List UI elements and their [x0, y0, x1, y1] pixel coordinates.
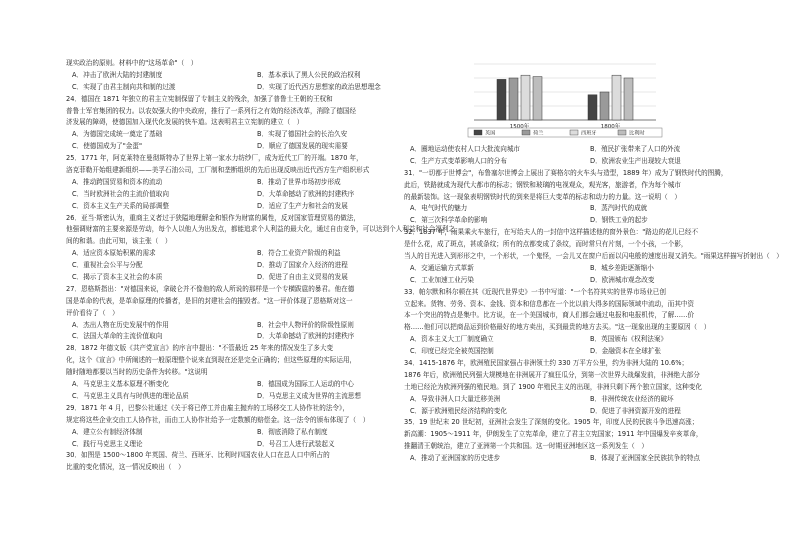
answer-option: D．适应了生产力和社会的发展 [257, 201, 348, 210]
answer-option: C．践行马克思主义理论 [72, 439, 143, 448]
answer-option: D．金融资本在全球扩张 [590, 347, 662, 356]
answer-option: B．蒸汽时代的成就 [590, 204, 648, 213]
question-text-line: 本一个突出的特点是集中。比方说，在一个美国城市，商人们都会通过电报和电报机传，了解……价 [404, 311, 695, 320]
answer-option: B．体现了亚洲国家全民族抗争的特点 [590, 454, 701, 463]
bar-英国-1800年 [588, 95, 597, 120]
question-text-line: 他强调财富的主要来源是劳动，每个人以他人为出发点，都能追求个人利益的最大化，通过自由竞争，可以达到个人利益和社会福利之 [66, 225, 456, 234]
right-column [404, 58, 783, 465]
answer-option: A．推动跨国贸易和资本的流动 [72, 177, 163, 186]
answer-option-row [66, 177, 404, 189]
question-text-line: 此后，铁路就成为现代大都市的标志；钢铁和玻璃的电视观众，观光客，旅游者，作为每个城市 [404, 180, 681, 189]
answer-option: C．工业加速工业污染 [410, 275, 474, 284]
answer-option-row [66, 427, 404, 439]
answer-option: C．使德国成为了"金蛋" [72, 142, 143, 151]
question-text-line: 国是革命的代表，是革命原理的传播者，是旧的封建社会的摧毁者。"这一评价体现了恩格斯对这一 [66, 296, 353, 305]
question-text-line: 化，这个《宣言》中所阐述的一般原理整个说来直到现在还是完全正确的；但这些原理的实际运用， [66, 356, 357, 365]
answer-option-row [404, 144, 756, 156]
question-text-line: 35．19 世纪末 20 世纪初，亚洲社会发生了深刻的变化。1905 年，印度人民的民族斗争迅速高涨； [404, 418, 699, 427]
question-text-line: 27．恩格斯指出："对德国来说，拿破仑并不像他的敌人所说的那样是一个专横跋扈的暴君。他在德 [66, 284, 355, 293]
answer-option: A．圈地运动使农村人口大批流向城市 [410, 145, 521, 153]
answer-option: B．彻底消除了私有制度 [257, 427, 328, 436]
bar-chart-area [404, 58, 756, 144]
legend-label: 荷兰 [533, 130, 544, 137]
legend-swatch [522, 130, 530, 135]
answer-option: D．欧洲农业生产出现较大衰退 [590, 156, 681, 165]
answer-option: D．顺应了德国发展的现实需要 [257, 142, 348, 151]
answer-option-row [404, 215, 756, 227]
answer-option: A．推动了亚洲国家的历史进步 [410, 454, 501, 463]
answer-option: B．基本承认了黑人公民的政治权利 [257, 70, 361, 79]
answer-option-row [66, 439, 404, 451]
answer-option-row [404, 453, 756, 465]
legend-swatch [474, 130, 482, 135]
legend-label: 英国 [485, 130, 496, 137]
question-text-line: 规定将这些企业交由工人协作社，而由工人协作社给予一定数额的赔偿金。这一法令的颁布体现了（ ） [66, 415, 370, 424]
question-text-line: 普鲁士军官集团的权力。以农奴强大的中央政府，推行了一系列行之有效的经济改革，消除了德国经 [66, 106, 357, 115]
answer-option: A．电气时代的魅力 [410, 204, 468, 213]
answer-option-row [404, 406, 756, 418]
question-text-line: 24．德国在 1871 年独立的君主立宪制保留了专制主义的残余，加强了普鲁士王朝的王权和 [66, 94, 333, 103]
answer-option-row [404, 203, 756, 215]
question-text-line: 格……他们可以把商品运到价格最好的地方卖出，买到最贵的地方去买。"这一现象出现的主要原因（ ） [404, 323, 711, 332]
answer-option: A．冲击了欧洲大陆的封建制度 [72, 70, 163, 79]
answer-option: C．马克思主义具有与时俱进的理论品质 [72, 391, 189, 400]
bar-比利时-1800年 [624, 78, 633, 120]
answer-option: C．当时欧洲社会的主流价值取向 [72, 189, 169, 198]
question-text-line: 比重的变化情况，这一情况反映出（ ） [66, 463, 185, 472]
question-text-line: 间的和谐。由此可知，该主张（ ） [66, 237, 172, 246]
question-text-line: 34．1415-1876 年，欧洲殖民国家强占非洲领土约 330 万平方公里，约为非洲大陆的 10.6%； [404, 359, 689, 368]
answer-option: C．重视社会公平与分配 [72, 261, 143, 270]
answer-option-row [404, 394, 756, 406]
question-text-line: 评价看待了（ ） [66, 308, 119, 317]
question-text-line: 新高潮：1905～1911 年，伊朗发生了立宪革命，建立了君主立宪国家；1911 年中国爆发辛亥革命， [404, 430, 703, 439]
answer-option: D．推动了国家介入经济的进程 [257, 261, 348, 270]
answer-option: C．印度已经完全被英国控制 [410, 347, 494, 356]
question-text-line: 洛克菲勒开始组建新组织——美孚石油公司，工厂制和垄断组织的先后出现反映出近代西方生产组织形式 [66, 166, 370, 175]
answer-option: C．法国大革命的主流价值取向 [72, 332, 163, 341]
answer-option: D．号召工人进行武装起义 [257, 439, 335, 448]
question-text-line: 是什么花，成了斑点，甚或条纹；所有的点都变成了条纹，而时常只有片刻，一个小孩，一个影， [404, 240, 688, 249]
answer-option-row [404, 156, 756, 168]
answer-option-row [66, 189, 404, 201]
agri-population-chart [460, 58, 670, 144]
answer-option: B．社会中人物评价的阶级性原则 [257, 320, 354, 329]
question-text-line: 推翻清王朝统治，建立了亚洲第一个共和国。这一时期亚洲地区这一系列发生（ ） [404, 442, 648, 451]
answer-option-row [66, 260, 404, 272]
answer-option: D．大革命撼动了欧洲的封建秩序 [257, 332, 355, 341]
answer-option-row [66, 141, 404, 153]
bar-荷兰-1800年 [600, 92, 609, 120]
answer-option-row [404, 346, 756, 358]
answer-option-row [66, 129, 404, 141]
answer-option-row [66, 320, 404, 332]
answer-option: D．实现了近代西方思想家的政治思想理念 [257, 82, 381, 91]
bar-英国-1500年 [497, 79, 506, 120]
question-text-line: 济发展的障碍，使德国加入现代化发展的快车道。这表明君主立宪制的建立（ ） [66, 118, 304, 127]
answer-option: D．钢铁工业的起步 [590, 216, 648, 225]
answer-option: B．德国成为国际工人运动的中心 [257, 380, 354, 389]
question-text-line: 26．亚当·斯密认为，重商主义者过于狭隘地理解金和银作为财富的属性，反对国家管理贸易的做法， [66, 213, 361, 222]
question-text-line: 土地已经沦为欧洲列强的殖民地。到了 1900 年殖民主义的出现，非洲只剩下两个独立国家，这种变化 [404, 382, 702, 391]
answer-option: A．适应资本原始积累的需求 [72, 249, 156, 258]
bar-荷兰-1500年 [509, 78, 518, 120]
question-text-line: 28．1872 年德文版《共产党宣言》的序言中提出："不管最近 25 年来的情况发生了多大变 [66, 344, 334, 353]
category-label: 1800年 [600, 124, 621, 130]
bar-比利时-1500年 [533, 77, 542, 120]
answer-option: C．源于欧洲殖民经济结构的变化 [410, 406, 507, 415]
question-text-line: 随时随地都要以当时的历史条件为转移。"这说明 [66, 368, 208, 377]
answer-option: C．资本主义生产关系的局部调整 [72, 201, 169, 210]
answer-option: D．促进了自由主义贸易的发展 [257, 273, 348, 282]
bar-西班牙-1800年 [612, 75, 621, 120]
bar-西班牙-1500年 [521, 75, 530, 120]
answer-option-row [66, 82, 404, 94]
answer-option: A．资本主义大工厂制度确立 [410, 335, 494, 344]
answer-option-row [66, 379, 404, 391]
answer-option: A．交通运输方式革新 [410, 263, 474, 272]
question-text-line: 31．"一切都于世博会"，布鲁塞尔世博会上展出了赛格尔的火车头与造型，1889 年）成为了钢铁时代的图腾， [404, 168, 728, 177]
answer-option: B．推动了世界市场初步形成 [257, 177, 341, 186]
answer-option-row [404, 263, 756, 275]
question-text-line: 现实政治的原则。材料中的"这场革命"（ ） [66, 59, 198, 67]
legend-swatch [618, 130, 626, 135]
answer-option: D．大革命撼动了欧洲的封建秩序 [257, 189, 355, 198]
question-text-line: 当人的目光进入到形形之中，一个形状，一个鬼怪，一会儿又在窗户后面以闪电般的速度出现又消失。"雨果这样描写折射出（ ） [404, 252, 783, 261]
answer-option: D．欧洲城市观念改变 [590, 275, 655, 284]
answer-option: A．导致非洲人口大量迁移美洲 [410, 394, 501, 403]
answer-option-row [404, 334, 756, 346]
question-text-line: 29．1871 年 4 月，巴黎公社通过《关于将已停工并由雇主抛弃的工场移交工人协作社的法令》， [66, 403, 349, 412]
answer-option: C．揭示了资本主义社会的本质 [72, 273, 163, 282]
answer-option: B．英国颁布《权利法案》 [590, 335, 668, 344]
answer-option-row [66, 391, 404, 403]
answer-option: C．实现了由君主制向共和制的过渡 [72, 82, 176, 91]
question-text-line: 32．1837 年，雨果乘火车旅行，在写给夫人的一封信中这样描述他的窗外景色："路边的花儿已经不 [404, 228, 699, 237]
answer-option: C．第三次科学革命的影响 [410, 216, 488, 225]
answer-option: B．实现了德国社会的长治久安 [257, 130, 348, 139]
answer-option: B．殖民扩张带来了人口的外流 [590, 145, 681, 153]
legend-label: 西班牙 [581, 130, 597, 137]
question-text-line: 25．1771 年，阿克莱特在曼彻斯特办了世界上第一家水力纺纱厂，成为近代工厂的开端。1870 年， [66, 154, 363, 163]
answer-option: B．城乡差距逐渐缩小 [590, 263, 654, 272]
question-text-line: 1876 年后，欧洲殖民列强大规模地在非洲展开了疯狂瓜分，到第一次世界大战爆发前，非洲绝大部分 [404, 370, 700, 379]
answer-option-row [404, 275, 756, 287]
question-text-line: 的最新装饰。这一现象表明钢铁时代的到来是将巨大变革的标志和动力的力量。这一说明（ ） [404, 192, 681, 201]
legend-label: 比利时 [629, 130, 645, 137]
answer-option-row [66, 201, 404, 213]
answer-option-row [66, 248, 404, 260]
answer-option: A．建立公有制经济体制 [72, 427, 143, 436]
legend-swatch [570, 130, 578, 135]
answer-option: D．马克思主义成为世界的主流思想 [257, 391, 361, 400]
answer-option: A．为德国完成统一奠定了基础 [72, 130, 163, 139]
answer-option-row [66, 70, 404, 82]
answer-option-row [66, 331, 404, 343]
answer-option: B．符合工业资产阶级的利益 [257, 249, 341, 258]
answer-option: D．促进了非洲资源开发的进程 [590, 406, 681, 415]
question-text-line: 30．如图是 1500～1800 年英国、荷兰、西班牙、比利时四国农业人口在总人口中所占的 [66, 451, 330, 460]
answer-option: A．杰出人物在历史发展中的作用 [72, 320, 169, 329]
answer-option: A．马克思主义基本原理不断变化 [72, 380, 169, 389]
answer-option-row [66, 272, 404, 284]
question-text-line: 33．帕尔默和科尔顿在其《近现代世界史》一书中写道："一个名符其实的世界市场业已创 [404, 287, 666, 296]
category-label: 1500年 [509, 124, 530, 130]
answer-option: C．生产方式变革影响人口的分布 [410, 156, 507, 165]
question-text-line: 立起来。货物、劳务、资本、金钱、资本和信息都在一个比以前大得多的国际领域中流动，而其中资 [404, 299, 695, 308]
answer-option: B．非洲传统农业经济的破坏 [590, 394, 674, 403]
